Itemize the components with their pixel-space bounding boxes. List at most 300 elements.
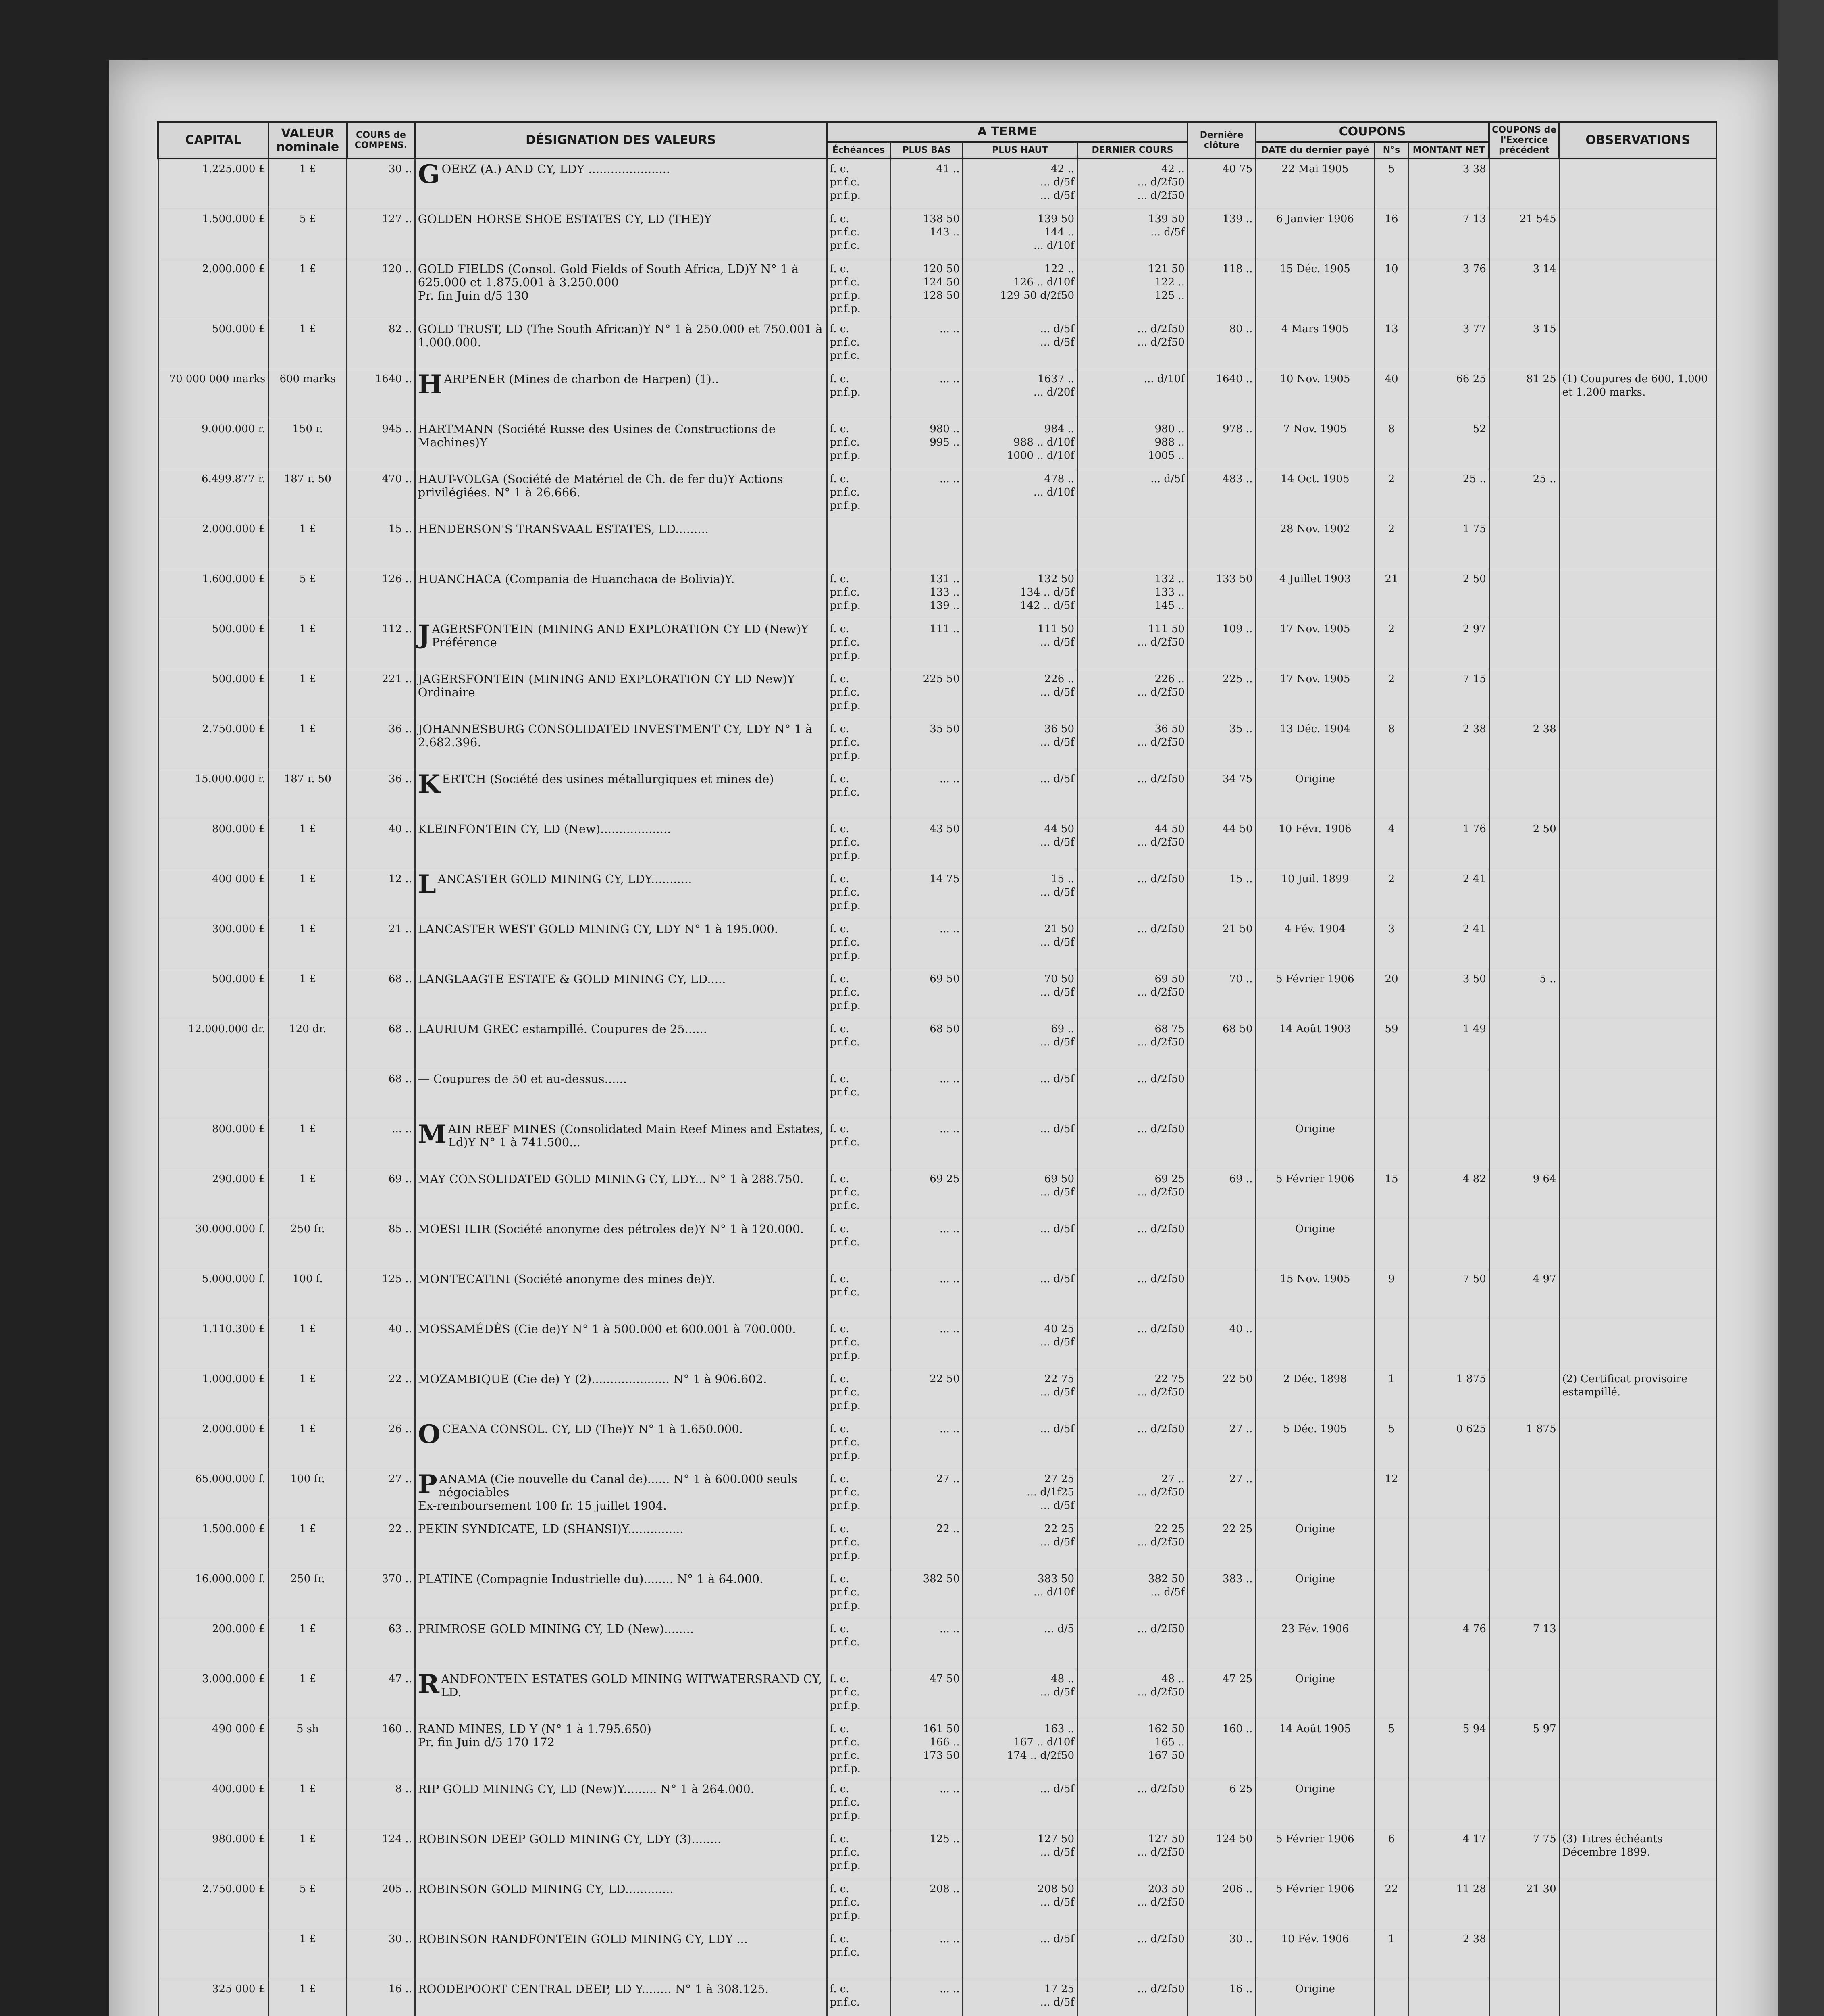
plus-bas-text: 382 50 — [923, 1573, 960, 1585]
cell-cours — [347, 719, 415, 769]
cell-coupon-no — [1375, 1319, 1408, 1369]
table-row — [158, 519, 1716, 569]
plus-bas-text: ... .. — [940, 1623, 960, 1635]
cell-designation — [415, 819, 827, 869]
coupon-exercice-text: 9 64 — [1533, 1173, 1556, 1185]
echeance-text: f. c. pr.f.c. — [830, 1623, 860, 1648]
cell-designation — [415, 319, 827, 369]
valeur-text: 1 £ — [299, 1623, 316, 1635]
cell-derniere-cloture — [1188, 719, 1256, 769]
cell-coupon-exercice — [1489, 669, 1559, 719]
echeance-text: f. c. pr.f.c. pr.f.p. pr.f.p. — [830, 263, 861, 315]
cell-coupon-exercice — [1489, 369, 1559, 419]
cell-capital — [158, 919, 268, 969]
cell-echeance — [827, 469, 890, 519]
cell-valeur — [268, 1569, 347, 1619]
cell-cours — [347, 669, 415, 719]
plus-haut-text: 69 50 ... d/5f — [1040, 1173, 1075, 1198]
cell-coupon-exercice — [1489, 1619, 1559, 1669]
plus-bas-text: 35 50 — [930, 723, 960, 735]
capital-text: 200.000 £ — [212, 1623, 266, 1635]
cell-derniere-cloture — [1188, 469, 1256, 519]
cell-plus-bas — [890, 1019, 963, 1069]
cell-coupon-no — [1375, 619, 1408, 669]
designation-text: ROBINSON GOLD MINING CY, LD............. — [418, 1882, 674, 1896]
cell-echeance — [827, 1069, 890, 1119]
cell-valeur — [268, 1619, 347, 1669]
plus-haut-text: 70 50 ... d/5f — [1040, 973, 1075, 998]
cell-echeance — [827, 1619, 890, 1669]
designation-text: HARTMANN (Société Russe des Usines de Constructions de Machines)Y — [418, 422, 776, 449]
table-row — [158, 1519, 1716, 1569]
cell-observation — [1559, 519, 1716, 569]
plus-bas-text: ... .. — [940, 473, 960, 485]
cell-dernier-cours — [1077, 1319, 1188, 1369]
date-paye-text: 5 Février 1906 — [1276, 1883, 1354, 1895]
cell-date-paye — [1256, 1069, 1375, 1119]
table-row — [158, 1119, 1716, 1169]
cell-echeance — [827, 1829, 890, 1879]
cell-montant — [1408, 769, 1489, 819]
cell-coupon-exercice — [1489, 619, 1559, 669]
derniere-cloture-text: 133 50 — [1216, 573, 1253, 585]
cell-coupon-exercice — [1489, 969, 1559, 1019]
cours-text: 470 .. — [382, 473, 412, 485]
cell-dernier-cours — [1077, 1779, 1188, 1829]
cell-plus-bas — [890, 1319, 963, 1369]
cell-echeance — [827, 1669, 890, 1719]
cell-plus-bas — [890, 919, 963, 969]
cours-text: 36 .. — [388, 723, 412, 735]
table-row — [158, 1669, 1716, 1719]
table-row — [158, 1069, 1716, 1119]
cell-coupon-no — [1375, 1979, 1408, 2016]
cell-cours — [347, 469, 415, 519]
date-paye-text: 15 Déc. 1905 — [1280, 263, 1350, 275]
date-paye-text: 23 Fév. 1906 — [1281, 1623, 1349, 1635]
coupon-exercice-text: 7 75 — [1533, 1833, 1556, 1845]
cell-dernier-cours — [1077, 419, 1188, 469]
dernier-cours-text: 44 50 ... d/2f50 — [1137, 823, 1185, 848]
dernier-cours-text: ... d/2f50 — [1137, 1423, 1185, 1435]
cell-plus-bas — [890, 1169, 963, 1219]
cell-derniere-cloture — [1188, 1469, 1256, 1519]
cell-date-paye — [1256, 1779, 1375, 1829]
plus-bas-text: 138 50 143 .. — [923, 213, 960, 238]
cell-echeance — [827, 1469, 890, 1519]
cell-coupon-no — [1375, 1119, 1408, 1169]
cell-designation — [415, 1219, 827, 1269]
echeance-text: f. c. pr.f.c. pr.f.p. — [830, 873, 861, 912]
dernier-cours-text: 68 75 ... d/2f50 — [1137, 1023, 1185, 1048]
capital-text: 1.110.300 £ — [202, 1323, 266, 1335]
designation-text: LANGLAAGTE ESTATE & GOLD MINING CY, LD..... — [418, 972, 726, 986]
montant-text: 2 41 — [1462, 873, 1486, 885]
cell-plus-haut — [963, 259, 1077, 319]
cell-derniere-cloture — [1188, 1269, 1256, 1319]
coupon-exercice-text: 1 875 — [1526, 1423, 1556, 1435]
derniere-cloture-text: 69 .. — [1229, 1173, 1253, 1185]
cell-plus-haut — [963, 1719, 1077, 1779]
cell-observation — [1559, 1219, 1716, 1269]
coupon-exercice-text: 2 50 — [1533, 823, 1556, 835]
montant-text: 2 38 — [1462, 1933, 1486, 1945]
cell-observation — [1559, 209, 1716, 259]
cell-observation — [1559, 969, 1716, 1019]
derniere-cloture-text: 35 .. — [1229, 723, 1253, 735]
cell-capital — [158, 669, 268, 719]
valeur-text: 1 £ — [299, 1783, 316, 1795]
plus-bas-text: ... .. — [940, 1983, 960, 1995]
cell-coupon-exercice — [1489, 209, 1559, 259]
cell-derniere-cloture — [1188, 158, 1256, 209]
coupon-no-text: 5 — [1388, 1423, 1395, 1435]
cell-observation — [1559, 819, 1716, 869]
cell-echeance — [827, 769, 890, 819]
cell-capital — [158, 158, 268, 209]
table-row — [158, 1219, 1716, 1269]
cell-designation — [415, 619, 827, 669]
designation-text: ANAMA (Cie nouvelle du Canal de)...... N° 1 à 600.000 seuls négociables Ex-remboursement 100 fr. 15 juillet 1904. — [418, 1472, 797, 1512]
cell-plus-haut — [963, 1119, 1077, 1169]
cell-cours — [347, 1829, 415, 1879]
coupon-no-text: 8 — [1388, 423, 1395, 435]
cell-capital — [158, 1219, 268, 1269]
dernier-cours-text: ... d/2f50 — [1137, 873, 1185, 885]
cell-date-paye — [1256, 1219, 1375, 1269]
drop-initial: G — [418, 159, 440, 190]
cell-plus-haut — [963, 569, 1077, 619]
observation-text: (3) Titres échéants Décembre 1899. — [1562, 1833, 1663, 1858]
cours-text: 22 .. — [388, 1373, 412, 1385]
cell-date-paye — [1256, 969, 1375, 1019]
capital-text: 500.000 £ — [212, 673, 266, 685]
derniere-cloture-text: 206 .. — [1223, 1883, 1253, 1895]
valeur-text: 1 £ — [299, 1983, 316, 1995]
coupon-no-text: 2 — [1388, 623, 1395, 635]
cell-capital — [158, 1669, 268, 1719]
cell-observation — [1559, 1469, 1716, 1519]
coupon-no-text: 5 — [1388, 1723, 1395, 1735]
montant-text: 7 50 — [1462, 1273, 1486, 1285]
date-paye-text: 14 Août 1905 — [1279, 1723, 1351, 1735]
capital-text: 1.500.000 £ — [202, 213, 266, 225]
cell-dernier-cours — [1077, 669, 1188, 719]
coupon-no-text: 5 — [1388, 163, 1395, 175]
cell-dernier-cours — [1077, 1469, 1188, 1519]
echeance-text: f. c. pr.f.c. pr.f.p. — [830, 163, 861, 202]
cell-coupon-exercice — [1489, 519, 1559, 569]
table-row — [158, 469, 1716, 519]
echeance-text: f. c. pr.f.c. pr.f.p. — [830, 623, 861, 662]
capital-text: 6.499.877 r. — [201, 473, 266, 485]
valeur-text: 1 £ — [299, 1123, 316, 1135]
cell-plus-haut — [963, 1169, 1077, 1219]
cell-echeance — [827, 869, 890, 919]
designation-text: OERZ (A.) AND CY, LDY ...................... — [441, 162, 670, 176]
cell-designation — [415, 1419, 827, 1469]
echeance-text: f. c. pr.f.c. pr.f.p. — [830, 1473, 861, 1512]
cell-dernier-cours — [1077, 1979, 1188, 2016]
header-row-top — [158, 122, 1716, 142]
cell-montant — [1408, 1879, 1489, 1929]
cours-text: 127 .. — [382, 213, 412, 225]
table-row — [158, 869, 1716, 919]
montant-text: 0 625 — [1456, 1423, 1486, 1435]
coupon-no-text: 16 — [1385, 213, 1398, 225]
cell-capital — [158, 1519, 268, 1569]
cell-valeur — [268, 969, 347, 1019]
derniere-cloture-text: 27 .. — [1229, 1423, 1253, 1435]
cell-plus-haut — [963, 1069, 1077, 1119]
cell-capital — [158, 1169, 268, 1219]
cell-dernier-cours — [1077, 158, 1188, 209]
designation-text: KLEINFONTEIN CY, LD (New)................... — [418, 822, 671, 836]
designation-text: ANCASTER GOLD MINING CY, LDY........... — [437, 872, 692, 886]
capital-text: 16.000.000 f. — [195, 1573, 266, 1585]
dernier-cours-text: ... d/10f — [1144, 373, 1185, 385]
cell-coupon-no — [1375, 969, 1408, 1019]
cours-text: 68 .. — [388, 1073, 412, 1085]
cell-observation — [1559, 259, 1716, 319]
cell-montant — [1408, 1779, 1489, 1829]
cell-coupon-no — [1375, 469, 1408, 519]
cell-echeance — [827, 259, 890, 319]
cell-designation — [415, 1519, 827, 1569]
cell-observation — [1559, 1979, 1716, 2016]
cell-capital — [158, 619, 268, 669]
dernier-cours-text: 980 .. 988 .. 1005 .. — [1148, 423, 1185, 462]
scan-edge — [1778, 0, 1824, 2016]
date-paye-text: 4 Fév. 1904 — [1284, 923, 1346, 935]
cell-montant — [1408, 969, 1489, 1019]
table-row — [158, 619, 1716, 669]
cell-valeur — [268, 419, 347, 469]
cell-plus-bas — [890, 669, 963, 719]
cell-designation — [415, 1619, 827, 1669]
header-montant: MONTANT NET — [1408, 142, 1489, 158]
coupon-exercice-text: 5 .. — [1539, 973, 1556, 985]
cell-valeur — [268, 1069, 347, 1119]
cours-text: 205 .. — [382, 1883, 412, 1895]
dernier-cours-text: 42 .. ... d/2f50 ... d/2f50 — [1137, 163, 1185, 202]
cell-plus-bas — [890, 259, 963, 319]
drop-initial: H — [418, 369, 443, 400]
cell-plus-haut — [963, 419, 1077, 469]
montant-text: 1 76 — [1462, 823, 1486, 835]
plus-haut-text: ... d/5 — [1044, 1623, 1075, 1635]
cell-derniere-cloture — [1188, 1219, 1256, 1269]
cell-coupon-no — [1375, 1619, 1408, 1669]
cell-plus-bas — [890, 1929, 963, 1979]
cell-cours — [347, 1979, 415, 2016]
cell-plus-haut — [963, 1269, 1077, 1319]
date-paye-text: 5 Février 1906 — [1276, 973, 1354, 985]
cell-dernier-cours — [1077, 1569, 1188, 1619]
date-paye-text: 10 Juil. 1899 — [1281, 873, 1349, 885]
cell-dernier-cours — [1077, 1069, 1188, 1119]
cell-coupon-no — [1375, 1369, 1408, 1419]
cell-observation — [1559, 1619, 1716, 1669]
cell-plus-bas — [890, 209, 963, 259]
echeance-text: f. c. pr.f.c. pr.f.c. — [830, 323, 860, 362]
cell-cours — [347, 1119, 415, 1169]
cell-cours — [347, 1469, 415, 1519]
cours-text: 22 .. — [388, 1523, 412, 1535]
cell-valeur — [268, 1829, 347, 1879]
derniere-cloture-text: 22 25 — [1223, 1523, 1253, 1535]
plus-haut-text: 42 .. ... d/5f ... d/5f — [1040, 163, 1075, 202]
header-plus-bas: PLUS BAS — [890, 142, 963, 158]
dernier-cours-text: ... d/2f50 — [1137, 1933, 1185, 1945]
cell-date-paye — [1256, 319, 1375, 369]
echeance-text: f. c. pr.f.c. pr.f.p. — [830, 1883, 861, 1922]
cell-coupon-no — [1375, 1219, 1408, 1269]
plus-bas-text: 131 .. 133 .. 139 .. — [930, 573, 960, 612]
cell-capital — [158, 319, 268, 369]
dernier-cours-text: 111 50 ... d/2f50 — [1137, 623, 1185, 648]
montant-text: 3 76 — [1462, 263, 1486, 275]
cell-plus-bas — [890, 1119, 963, 1169]
cell-coupon-exercice — [1489, 869, 1559, 919]
cell-coupon-no — [1375, 569, 1408, 619]
cell-capital — [158, 719, 268, 769]
cell-plus-haut — [963, 1469, 1077, 1519]
plus-haut-text: ... d/5f — [1040, 1073, 1075, 1085]
cours-text: 124 .. — [382, 1833, 412, 1845]
cell-valeur — [268, 1019, 347, 1069]
cell-plus-bas — [890, 519, 963, 569]
cours-text: 160 .. — [382, 1723, 412, 1735]
cell-derniere-cloture — [1188, 1669, 1256, 1719]
cell-plus-haut — [963, 1929, 1077, 1979]
cell-montant — [1408, 869, 1489, 919]
cours-text: 945 .. — [382, 423, 412, 435]
plus-haut-text: ... d/5f — [1040, 1123, 1075, 1135]
cell-coupon-no — [1375, 419, 1408, 469]
table-row — [158, 1829, 1716, 1879]
plus-haut-text: 17 25 ... d/5f — [1040, 1983, 1075, 2008]
cell-date-paye — [1256, 1619, 1375, 1669]
echeance-text: f. c. pr.f.c. pr.f.c. pr.f.p. — [830, 1723, 861, 1775]
cell-derniere-cloture — [1188, 209, 1256, 259]
dernier-cours-text: 121 50 122 .. 125 .. — [1148, 263, 1185, 302]
cell-coupon-no — [1375, 369, 1408, 419]
cell-cours — [347, 519, 415, 569]
cell-plus-haut — [963, 1369, 1077, 1419]
date-paye-text: Origine — [1295, 1523, 1335, 1535]
cell-date-paye — [1256, 1269, 1375, 1319]
designation-text: ERTCH (Société des usines métallurgiques et mines de) — [442, 772, 774, 786]
coupon-exercice-text: 21 545 — [1519, 213, 1556, 225]
cell-echeance — [827, 569, 890, 619]
cell-coupon-exercice — [1489, 1419, 1559, 1469]
capital-text: 5.000.000 f. — [202, 1273, 266, 1285]
plus-bas-text: ... .. — [940, 923, 960, 935]
plus-bas-text: 41 .. — [936, 163, 960, 175]
cell-cours — [347, 1319, 415, 1369]
cell-designation — [415, 1979, 827, 2016]
cell-dernier-cours — [1077, 469, 1188, 519]
table-row — [158, 158, 1716, 209]
valeur-text: 1 £ — [299, 623, 316, 635]
designation-text: AGERSFONTEIN (MINING AND EXPLORATION CY LD (New)Y Préférence — [432, 622, 809, 649]
plus-bas-text: 161 50 166 .. 173 50 — [923, 1723, 960, 1762]
cell-cours — [347, 1879, 415, 1929]
derniere-cloture-text: 34 75 — [1223, 773, 1253, 785]
cell-coupon-exercice — [1489, 1119, 1559, 1169]
header-valeur: VALEUR nominale — [268, 122, 347, 158]
coupon-no-text: 8 — [1388, 723, 1395, 735]
cell-capital — [158, 259, 268, 319]
derniere-cloture-text: 70 .. — [1229, 973, 1253, 985]
cell-cours — [347, 259, 415, 319]
plus-haut-text: 383 50 ... d/10f — [1033, 1573, 1075, 1598]
cell-cours — [347, 919, 415, 969]
derniere-cloture-text: 118 .. — [1223, 263, 1253, 275]
designation-text: — Coupures de 50 et au-dessus...... — [418, 1072, 627, 1086]
plus-haut-text: ... d/5f ... d/5f — [1040, 323, 1075, 348]
plus-haut-text: 27 25 ... d/1f25 ... d/5f — [1027, 1473, 1075, 1512]
derniere-cloture-text: 16 .. — [1229, 1983, 1253, 1995]
cell-valeur — [268, 158, 347, 209]
cell-dernier-cours — [1077, 719, 1188, 769]
cell-plus-bas — [890, 1419, 963, 1469]
montant-text: 3 50 — [1462, 973, 1486, 985]
dernier-cours-text: ... d/2f50 — [1137, 1323, 1185, 1335]
cell-capital — [158, 369, 268, 419]
valeur-text: 600 marks — [279, 373, 336, 385]
cell-derniere-cloture — [1188, 1169, 1256, 1219]
cell-observation — [1559, 1879, 1716, 1929]
plus-bas-text: ... .. — [940, 1123, 960, 1135]
montant-text: 7 13 — [1462, 213, 1486, 225]
cours-text: 125 .. — [382, 1273, 412, 1285]
cell-observation — [1559, 158, 1716, 209]
montant-text: 1 75 — [1462, 523, 1486, 535]
cell-derniere-cloture — [1188, 869, 1256, 919]
valeur-text: 5 £ — [299, 1883, 316, 1895]
cours-text: 1640 .. — [375, 373, 412, 385]
cell-date-paye — [1256, 1319, 1375, 1369]
coupon-no-text: 40 — [1385, 373, 1398, 385]
plus-bas-text: 27 .. — [936, 1473, 960, 1485]
cell-observation — [1559, 869, 1716, 919]
cours-text: 30 .. — [388, 1933, 412, 1945]
date-paye-text: 10 Févr. 1906 — [1279, 823, 1352, 835]
cell-valeur — [268, 1469, 347, 1519]
valeur-text: 100 f. — [292, 1273, 323, 1285]
date-paye-text: 13 Déc. 1904 — [1280, 723, 1350, 735]
capital-text: 2.750.000 £ — [202, 1883, 266, 1895]
table-row — [158, 919, 1716, 969]
cell-echeance — [827, 1219, 890, 1269]
cell-observation — [1559, 419, 1716, 469]
valeur-text: 100 fr. — [290, 1473, 325, 1485]
valeur-text: 1 £ — [299, 723, 316, 735]
montant-text: 7 15 — [1462, 673, 1486, 685]
cell-coupon-no — [1375, 1019, 1408, 1069]
cell-plus-bas — [890, 619, 963, 669]
cell-dernier-cours — [1077, 1419, 1188, 1469]
cell-dernier-cours — [1077, 769, 1188, 819]
cell-montant — [1408, 1319, 1489, 1369]
cell-capital — [158, 419, 268, 469]
cell-coupon-exercice — [1489, 1319, 1559, 1369]
cell-valeur — [268, 1119, 347, 1169]
cell-plus-bas — [890, 1519, 963, 1569]
cell-plus-haut — [963, 158, 1077, 209]
